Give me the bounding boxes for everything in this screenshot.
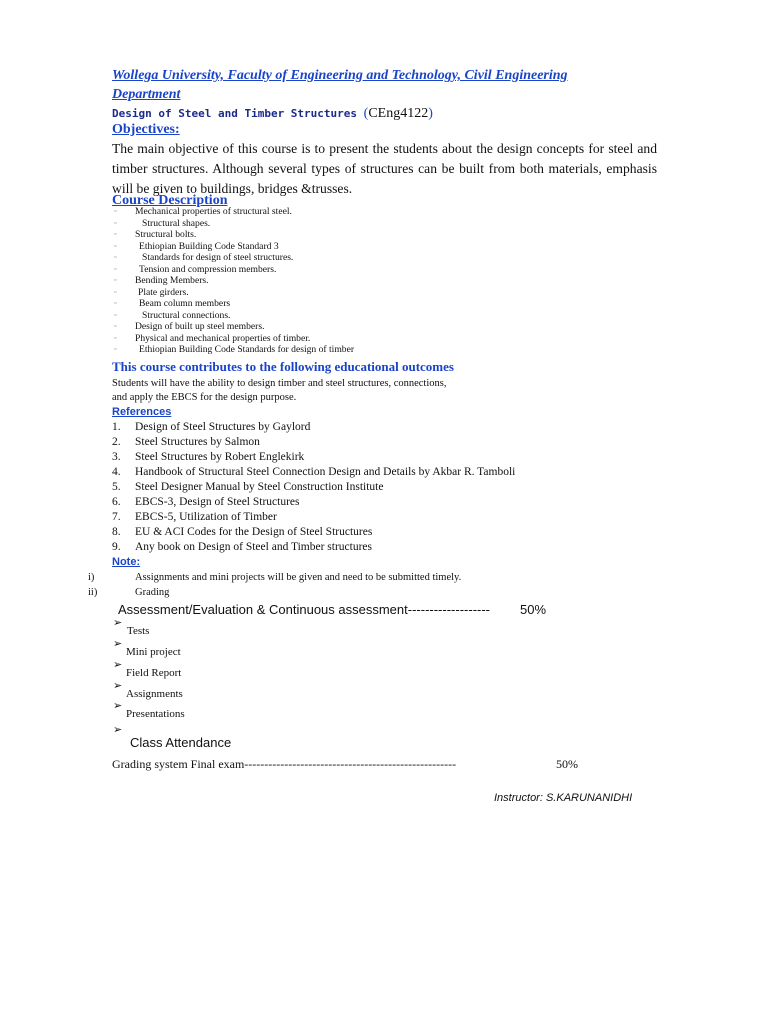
course-code-open-paren: (: [363, 106, 369, 121]
reference-item: [112, 465, 612, 480]
reference-number: 9.: [112, 541, 121, 553]
objectives-heading: Objectives:: [112, 122, 180, 137]
course-description-item: [112, 264, 532, 276]
note-item-text: Grading: [135, 587, 170, 598]
course-description-item-text: Design of built up steel members.: [135, 321, 265, 332]
course-description-item-text: Standards for design of steel structures.: [142, 252, 294, 263]
reference-text: Steel Structures by Robert Englekirk: [135, 451, 305, 463]
university-header[interactable]: [112, 66, 568, 104]
arrow-bullet-icon: ➢: [113, 680, 123, 692]
course-description-item: [112, 321, 532, 333]
references-list: [112, 420, 612, 555]
reference-text: EBCS-5, Utilization of Timber: [135, 511, 277, 523]
course-description-item: [112, 287, 532, 299]
grading-item-field-report: Field Report: [126, 667, 182, 679]
references-heading: References: [112, 406, 172, 418]
square-bullet-icon: ▫: [114, 264, 117, 273]
arrow-bullet-icon: ➢: [113, 724, 123, 736]
outcomes-text: [112, 377, 532, 405]
reference-number: 7.: [112, 511, 121, 523]
reference-number: 4.: [112, 466, 121, 478]
course-description-item: [112, 310, 532, 322]
course-description-item-text: Tension and compression members.: [139, 263, 277, 275]
course-description-item: [112, 241, 532, 253]
reference-number: 8.: [112, 526, 121, 538]
square-bullet-icon: ▫: [114, 333, 117, 342]
square-bullet-icon: ▫: [114, 241, 117, 250]
reference-text: EU & ACI Codes for the Design of Steel Structures: [135, 526, 373, 538]
reference-text: Design of Steel Structures by Gaylord: [135, 421, 311, 433]
reference-number: 2.: [112, 436, 121, 448]
arrow-bullet-icon: ➢: [113, 700, 123, 712]
note-item-text: Assignments and mini projects will be given and need to be submitted timely.: [135, 572, 462, 583]
square-bullet-icon: ▫: [114, 207, 117, 215]
university-header-line2[interactable]: Department: [112, 87, 181, 102]
university-header-line1[interactable]: Wollega University, Faculty of Engineering and Technology, Civil Engineering: [112, 68, 568, 83]
square-bullet-icon: ▫: [114, 310, 117, 319]
grading-item-mini-project: Mini project: [126, 646, 181, 658]
reference-item: [112, 525, 612, 540]
reference-item: [112, 435, 612, 450]
reference-item: [112, 495, 612, 510]
final-exam-line: Grading system Final exam-----------------------------------------------------: [112, 757, 457, 771]
reference-item: [112, 540, 612, 555]
course-description-item: [112, 275, 532, 287]
note-heading: Note:: [112, 556, 141, 568]
course-description-item-text: Bending Members.: [135, 275, 209, 286]
reference-number: 1.: [112, 421, 121, 433]
course-description-item: [112, 298, 532, 310]
reference-number: 5.: [112, 481, 121, 493]
reference-text: Steel Designer Manual by Steel Construction Institute: [135, 481, 384, 493]
course-code: CEng4122: [368, 106, 429, 121]
square-bullet-icon: ▫: [114, 345, 117, 353]
objectives-paragraph: The main objective of this course is to present the students about the design concepts for steel and timber structures. Although several types of structures can be built from both materials, emphasis will be given to buildings, bridges &trusses.: [112, 141, 657, 196]
course-description-item-text: Physical and mechanical properties of timber.: [135, 332, 311, 344]
reference-text: Any book on Design of Steel and Timber structures: [135, 541, 373, 553]
grading-item-class-attendance: Class Attendance: [130, 735, 232, 750]
course-description-list: [112, 206, 532, 356]
square-bullet-icon: ▫: [114, 322, 117, 330]
square-bullet-icon: ▫: [114, 253, 117, 261]
reference-item: [112, 510, 612, 525]
course-description-item-text: Ethiopian Building Code Standard 3: [139, 240, 279, 252]
reference-item: [112, 420, 612, 435]
final-exam-percent: 50%: [556, 757, 578, 771]
square-bullet-icon: ▫: [114, 276, 117, 284]
outcomes-heading: This course contributes to the following educational outcomes: [112, 359, 454, 374]
note-item-number: i): [88, 572, 95, 583]
course-description-item-text: Beam column members: [139, 298, 231, 309]
course-description-item-text: Plate girders.: [138, 286, 189, 298]
course-description-item: [112, 229, 532, 241]
reference-text: Handbook of Structural Steel Connection Design and Details by Akbar R. Tamboli: [135, 466, 516, 478]
course-description-item-text: Mechanical properties of structural steel.: [135, 206, 292, 217]
note-item: [88, 587, 588, 601]
reference-text: EBCS-3, Design of Steel Structures: [135, 496, 300, 508]
outcomes-text-line2: and apply the EBCS for the design purpose.: [112, 392, 297, 403]
square-bullet-icon: ▫: [114, 230, 117, 238]
course-description-item: [112, 344, 532, 356]
grading-item-tests: Tests: [127, 625, 150, 637]
square-bullet-icon: ▫: [114, 287, 117, 296]
reference-item: [112, 480, 612, 495]
square-bullet-icon: ▫: [114, 299, 117, 307]
course-description-item-text: Structural bolts.: [135, 229, 197, 240]
course-description-heading: Course Description: [112, 193, 228, 208]
course-title-text: Design of Steel and Timber Structures: [112, 107, 364, 120]
instructor-name: Instructor: S.KARUNANIDHI: [494, 792, 633, 804]
course-description-item-text: Ethiopian Building Code Standards for design of timber: [139, 344, 355, 355]
square-bullet-icon: ▫: [114, 218, 117, 227]
note-item-number: ii): [88, 587, 98, 598]
arrow-bullet-icon: ➢: [113, 617, 123, 629]
course-description-item: [112, 252, 532, 264]
course-description-item: [112, 206, 532, 218]
arrow-bullet-icon: ➢: [113, 638, 123, 650]
grading-item-presentations: Presentations: [126, 708, 185, 720]
reference-item: [112, 450, 612, 465]
course-description-item: [112, 218, 532, 230]
course-description-item: [112, 333, 532, 345]
course-title: [112, 106, 433, 122]
note-item: [88, 572, 588, 586]
course-code-close-paren: ): [428, 106, 433, 121]
course-description-item-text: Structural connections.: [142, 309, 231, 321]
course-description-item-text: Structural shapes.: [142, 217, 211, 229]
reference-text: Steel Structures by Salmon: [135, 436, 260, 448]
outcomes-text-line1: Students will have the ability to design timber and steel structures, connections,: [112, 378, 447, 389]
reference-number: 3.: [112, 451, 121, 463]
arrow-bullet-icon: ➢: [113, 659, 123, 671]
continuous-assessment-percent: 50%: [520, 602, 547, 617]
grading-item-assignments: Assignments: [126, 688, 183, 700]
reference-number: 6.: [112, 496, 121, 508]
continuous-assessment-line: Assessment/Evaluation & Continuous assessment-------------------: [118, 602, 491, 617]
